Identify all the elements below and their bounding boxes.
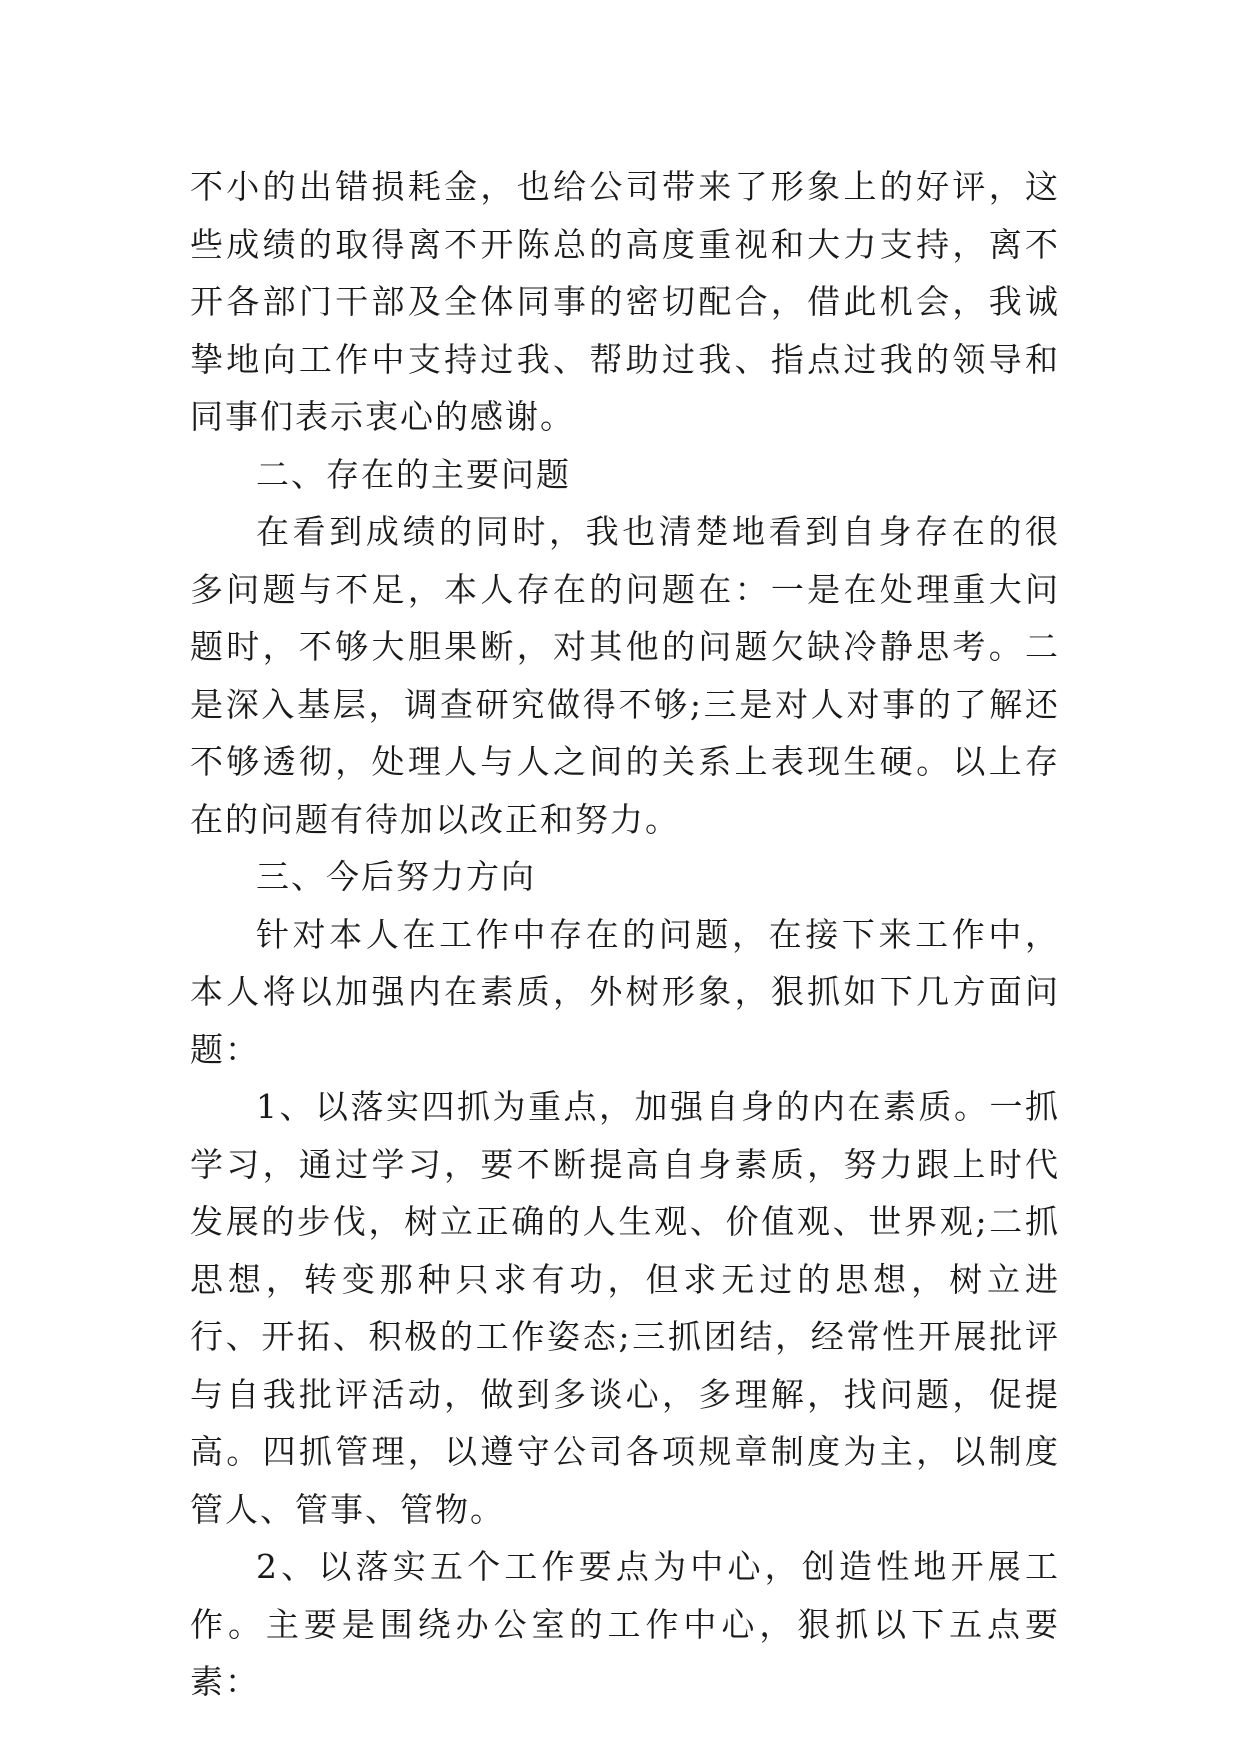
section-heading-problems: 二、存在的主要问题 [256,454,571,494]
paragraph-continuation: 不小的出错损耗金，也给公司带来了形象上的好评，这些成绩的取得离不开陈总的高度重视和大力支持，离不开各部门干部及全体同事的密切配合，借此机会，我诚挚地向工作中支持过我、帮助过我、指点过我的领导和同事们表示衷心的感谢。 [190,167,1060,436]
section-heading-direction: 三、今后努力方向 [256,857,536,896]
paragraph-direction-intro: 针对本人在工作中存在的问题，在接下来工作中，本人将以加强内在素质，外树形象，狠抓如下几方面问题： [190,914,1060,1069]
paragraph-problems: 在看到成绩的同时，我也清楚地看到自身存在的很多问题与不足，本人存在的问题在：一是在处理重大问题时，不够大胆果断，对其他的问题欠缺冷静思考。二是深入基层，调查研究做得不够;三是对人对事的了解还不够透彻，处理人与人之间的关系上表现生硬。以上存在的问题有待加以改正和努力。 [190,512,1060,839]
paragraph-point-1: 1、以落实四抓为重点，加强自身的内在素质。一抓学习，通过学习，要不断提高自身素质，努力跟上时代发展的步伐，树立正确的人生观、价值观、世界观;二抓思想，转变那种只求有功，但求无过的思想，树立进行、开拓、积极的工作姿态;三抓团结，经常性开展批评与自我批评活动，做到多谈心，多理解，找问题，促提高。四抓管理，以遵守公司各项规章制度为主，以制度管人、管事、管物。 [190,1087,1060,1529]
document-body [190,158,1060,1711]
paragraph-point-2: 2、以落实五个工作要点为中心，创造性地开展工作。主要是围绕办公室的工作中心，狠抓以下五点要素： [190,1547,1060,1701]
